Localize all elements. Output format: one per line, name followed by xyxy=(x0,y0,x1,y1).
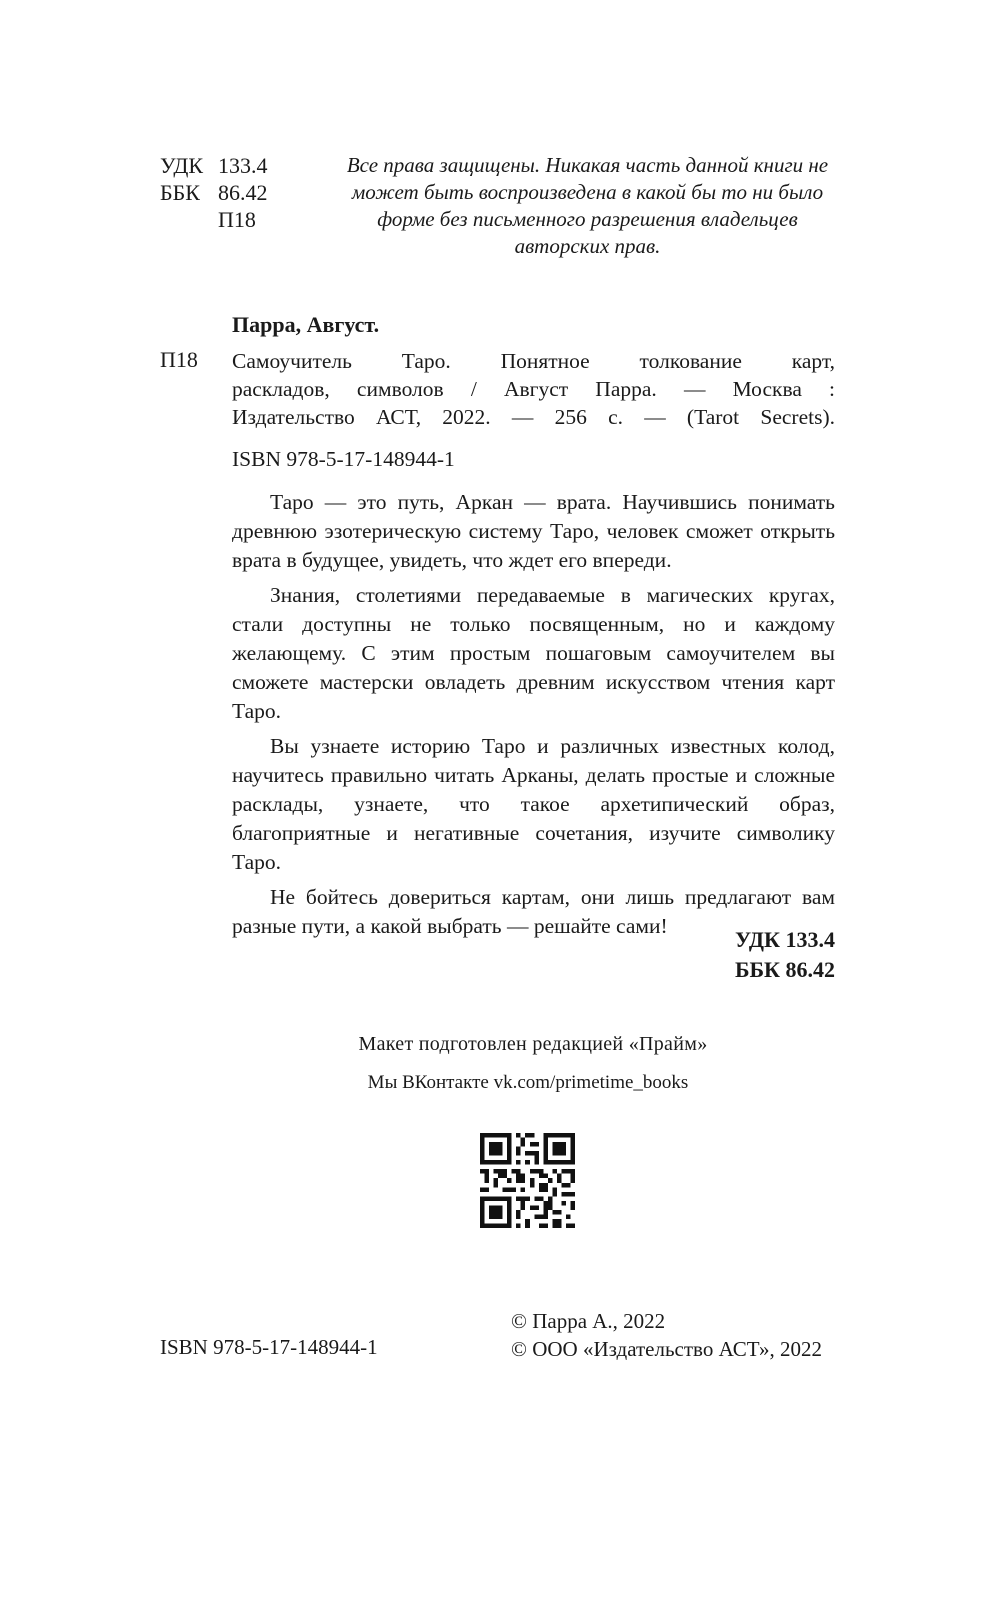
qr-code xyxy=(480,1133,575,1228)
bib-line-3: Издательство АСТ, 2022. — 256 с. — (Tarot Secrets). xyxy=(232,405,835,429)
bib-line-1: Самоучитель Таро. Понятное толкование карт, xyxy=(232,349,835,373)
udk-label: УДК xyxy=(160,153,204,178)
rights-notice: Все права защищены. Никакая часть данной книги не может быть воспроизведена в какой бы то ни было форме без письменного разрешения владельцев авторских прав. xyxy=(346,153,829,258)
bib-line-2: раскладов, символов / Август Парра. — Москва : xyxy=(232,377,835,401)
copyright-author: © Парра А., 2022 xyxy=(511,1309,666,1333)
udk-value: 133.4 xyxy=(218,153,268,178)
bbk-right: ББК 86.42 xyxy=(734,957,835,982)
copyright-block xyxy=(511,1307,822,1363)
bibliographic-description xyxy=(232,347,835,431)
abstract-paragraph: Таро — это путь, Аркан — врата. Научившись понимать древнюю эзотерическую систему Таро, человек сможет открыть врата в будущее, увидеть, что ждет его впереди. xyxy=(232,490,835,572)
classification-block xyxy=(160,152,268,233)
bbk-row xyxy=(160,179,268,206)
udk-row xyxy=(160,152,268,179)
vk-link: Мы ВКонтакте vk.com/primetime_books xyxy=(367,1072,689,1093)
copyright-publisher: © ООО «Издательство АСТ», 2022 xyxy=(511,1337,822,1361)
author-sign: П18 xyxy=(218,207,256,232)
author-heading: Парра, Август. xyxy=(232,312,380,337)
abstract-paragraph: Не бойтесь довериться картам, они лишь предлагают вам разные пути, а какой выбрать — решайте сами! xyxy=(232,885,835,938)
classification-right xyxy=(600,925,835,985)
abstract xyxy=(232,488,835,947)
udk-right: УДК 133.4 xyxy=(734,927,835,952)
abstract-paragraph: Знания, столетиями передаваемые в магических кругах, стали доступны не только посвященным, но и каждому желающему. С этим простым пошаговым самоучителем вы сможете мастерски овладеть древним искусством чтения карт Таро. xyxy=(232,583,835,723)
layout-credit: Макет подготовлен редакцией «Прайм» xyxy=(358,1033,708,1055)
bbk-value: 86.42 xyxy=(218,180,268,205)
isbn-top: ISBN 978-5-17-148944-1 xyxy=(232,447,455,471)
bbk-label: ББК xyxy=(160,180,200,205)
abstract-paragraph: Вы узнаете историю Таро и различных известных колод, научитесь правильно читать Арканы, делать простые и сложные расклады, узнаете, что такое архетипический образ, благоприятные и негативные сочетания, изучите символику Таро. xyxy=(232,734,835,874)
side-code: П18 xyxy=(160,347,198,372)
isbn-bottom: ISBN 978-5-17-148944-1 xyxy=(160,1335,378,1359)
